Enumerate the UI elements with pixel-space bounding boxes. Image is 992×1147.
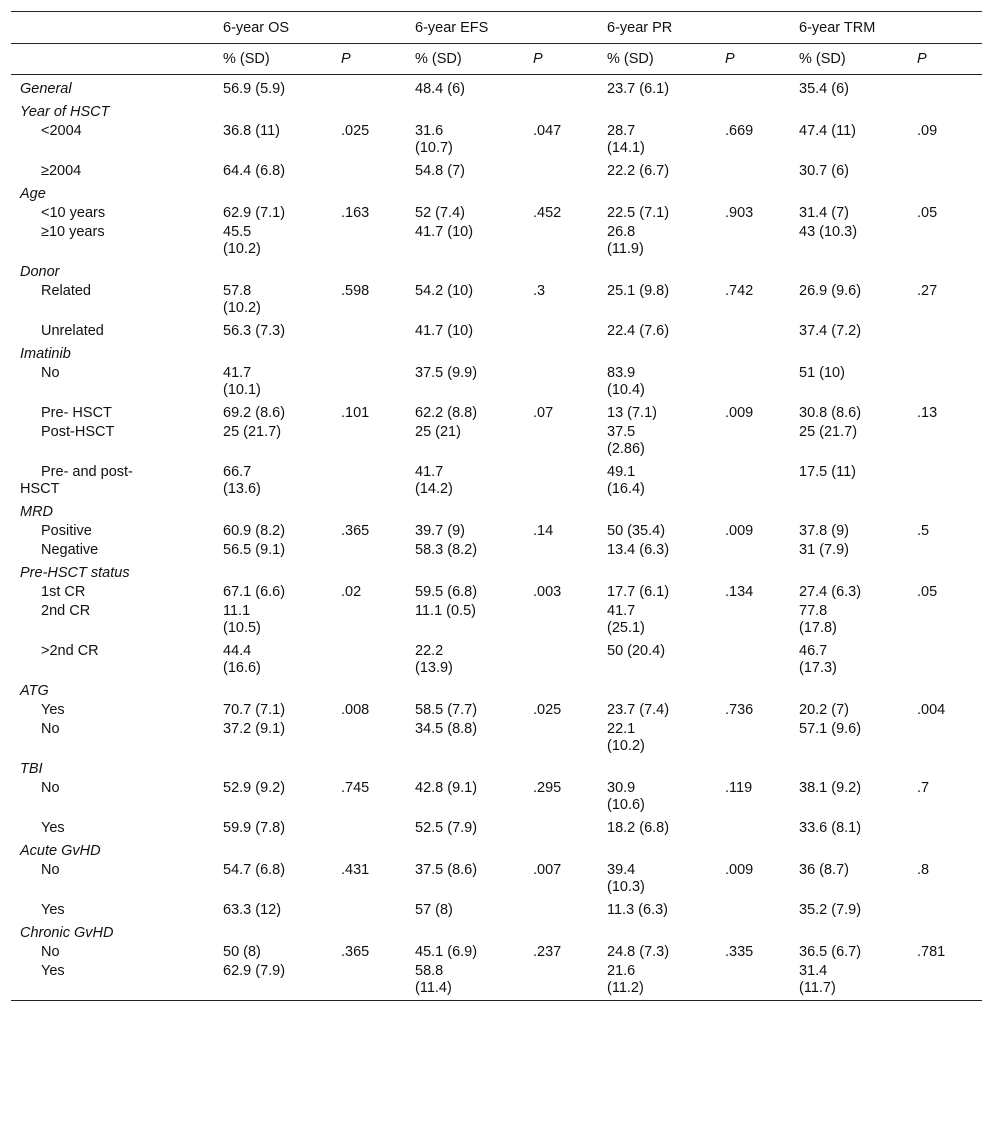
- table-row: [11, 701, 982, 720]
- table-row: [11, 583, 982, 602]
- section-label: MRD: [20, 504, 54, 520]
- table-row: [11, 400, 982, 423]
- subheader-trm-p: P: [908, 44, 982, 75]
- cell-trm-p: [908, 638, 982, 678]
- cell-pr-value: 13 (7.1): [607, 405, 657, 421]
- row-label: 2nd CR: [41, 603, 91, 619]
- cell-trm-p: [908, 720, 982, 756]
- section-label: Pre-HSCT status: [20, 565, 130, 581]
- cell-pr-p: .119: [725, 780, 753, 796]
- row-label: Post-HSCT: [41, 424, 115, 440]
- cell-trm-p: [908, 158, 982, 181]
- cell-trm-p: [908, 962, 982, 1001]
- cell-os-value: 37.2 (9.1): [223, 721, 286, 737]
- cell-pr-p: [716, 541, 790, 560]
- header-corner-cell: [11, 12, 214, 44]
- cell-os-value: 67.1 (6.6): [223, 584, 286, 600]
- cell-os-value: 25 (21.7): [223, 424, 282, 440]
- cell-os-p: .365: [341, 944, 370, 960]
- cell-efs-p: [524, 223, 598, 259]
- cell-efs-value: 57 (8): [415, 902, 453, 918]
- cell-efs-value: 52 (7.4): [415, 205, 465, 221]
- cell-pr-value: 41.7 (25.1): [607, 603, 645, 636]
- cell-efs-p: .452: [533, 205, 562, 221]
- cell-pr-value: 83.9 (10.4): [607, 365, 645, 398]
- table-section-row: [11, 560, 982, 583]
- cell-pr-value: 37.5 (2.86): [607, 424, 645, 457]
- cell-os-p: [332, 815, 406, 838]
- cell-trm-value: 57.1 (9.6): [799, 721, 862, 737]
- section-label: TBI: [20, 761, 43, 777]
- cell-os-value: 63.3 (12): [223, 902, 282, 918]
- table-section-row: [11, 678, 982, 701]
- cell-trm-value: 33.6 (8.1): [799, 820, 862, 836]
- table-row: [11, 861, 982, 897]
- cell-pr-value: 25.1 (9.8): [607, 283, 670, 299]
- table-row: [11, 364, 982, 400]
- cell-os-value: 41.7 (10.1): [223, 365, 261, 398]
- section-label: ATG: [20, 683, 49, 699]
- row-label: ≥10 years: [41, 224, 105, 240]
- cell-trm-p: .004: [917, 702, 946, 718]
- cell-trm-p: .13: [917, 405, 938, 421]
- section-label: Donor: [20, 264, 60, 280]
- row-label: General: [20, 81, 72, 97]
- cell-os-value: 45.5 (10.2): [223, 224, 261, 257]
- cell-os-value: 52.9 (9.2): [223, 780, 286, 796]
- cell-pr-p: .335: [725, 944, 754, 960]
- cell-os-value: 56.9 (5.9): [223, 81, 286, 97]
- cell-pr-value: 22.2 (6.7): [607, 163, 670, 179]
- cell-trm-value: 30.7 (6): [799, 163, 849, 179]
- table-row: [11, 204, 982, 223]
- table-header: [11, 12, 982, 75]
- cell-trm-value: 38.1 (9.2): [799, 780, 862, 796]
- cell-os-value: 66.7 (13.6): [223, 464, 261, 497]
- survival-outcomes-table: [11, 11, 982, 1001]
- cell-pr-p: .736: [725, 702, 754, 718]
- cell-os-value: 57.8 (10.2): [223, 283, 261, 316]
- row-label: Yes: [41, 902, 65, 918]
- header-pr: 6-year PR: [598, 12, 790, 44]
- cell-os-value: 70.7 (7.1): [223, 702, 286, 718]
- cell-trm-value: 36.5 (6.7): [799, 944, 862, 960]
- cell-os-p: [332, 318, 406, 341]
- cell-os-p: [332, 897, 406, 920]
- cell-trm-value: 37.8 (9): [799, 523, 849, 539]
- table-section-row: [11, 99, 982, 122]
- subheader-pr-value: % (SD): [598, 44, 716, 75]
- row-label: 1st CR: [41, 584, 86, 600]
- cell-efs-value: 34.5 (8.8): [415, 721, 478, 737]
- row-label: No: [41, 721, 60, 737]
- cell-efs-p: .237: [533, 944, 562, 960]
- cell-os-p: .02: [341, 584, 362, 600]
- section-label: Imatinib: [20, 346, 71, 362]
- cell-os-p: .101: [341, 405, 370, 421]
- cell-trm-p: [908, 223, 982, 259]
- cell-pr-value: 28.7 (14.1): [607, 123, 645, 156]
- table-section-row: [11, 259, 982, 282]
- cell-trm-value: 35.2 (7.9): [799, 902, 862, 918]
- cell-pr-value: 26.8 (11.9): [607, 224, 644, 257]
- cell-trm-value: 31 (7.9): [799, 542, 849, 558]
- cell-pr-p: [716, 897, 790, 920]
- table-row: [11, 602, 982, 638]
- cell-pr-p: [716, 602, 790, 638]
- cell-trm-value: 27.4 (6.3): [799, 584, 862, 600]
- row-label: No: [41, 780, 60, 796]
- table-row: [11, 223, 982, 259]
- table-row: [11, 282, 982, 318]
- cell-os-value: 62.9 (7.9): [214, 962, 332, 1001]
- cell-pr-p: [716, 75, 790, 100]
- cell-trm-p: [908, 459, 982, 499]
- cell-trm-p: [908, 318, 982, 341]
- cell-pr-p: .009: [725, 862, 754, 878]
- table-row: [11, 318, 982, 341]
- row-label: No: [41, 862, 60, 878]
- cell-efs-value: 54.8 (7): [415, 163, 465, 179]
- cell-efs-value: 22.2 (13.9): [415, 643, 453, 676]
- cell-trm-value: 31.4 (7): [799, 205, 849, 221]
- cell-pr-p: [716, 364, 790, 400]
- cell-pr-value: 24.8 (7.3): [607, 944, 670, 960]
- cell-trm-p: .05: [917, 205, 938, 221]
- cell-efs-p: [524, 423, 598, 459]
- row-label: Negative: [41, 542, 99, 558]
- cell-efs-value: 58.3 (8.2): [415, 542, 478, 558]
- cell-pr-value: 23.7 (7.4): [607, 702, 670, 718]
- cell-os-p: .025: [341, 123, 370, 139]
- cell-os-value: 11.1 (10.5): [223, 603, 261, 636]
- cell-trm-value: 26.9 (9.6): [799, 283, 862, 299]
- row-label: No: [41, 944, 60, 960]
- cell-os-p: .163: [341, 205, 370, 221]
- cell-os-p: [332, 75, 406, 100]
- cell-efs-value: 37.5 (8.6): [415, 862, 478, 878]
- table-row: [11, 638, 982, 678]
- section-label: Year of HSCT: [20, 104, 110, 120]
- cell-pr-p: [716, 423, 790, 459]
- cell-trm-value: 35.4 (6): [799, 81, 849, 97]
- cell-pr-value: 30.9 (10.6): [607, 780, 645, 813]
- cell-trm-p: [908, 75, 982, 100]
- cell-os-value: 69.2 (8.6): [223, 405, 286, 421]
- row-label: Related: [41, 283, 91, 299]
- table-row: [11, 459, 982, 499]
- cell-trm-p: .7: [917, 780, 930, 796]
- cell-trm-p: [908, 364, 982, 400]
- table-row: [11, 897, 982, 920]
- cell-trm-value: 31.4 (11.7): [790, 962, 908, 1001]
- cell-pr-value: 22.4 (7.6): [607, 323, 670, 339]
- cell-trm-p: [908, 815, 982, 838]
- cell-efs-p: .025: [533, 702, 562, 718]
- cell-pr-value: 17.7 (6.1): [607, 584, 670, 600]
- cell-pr-value: 13.4 (6.3): [607, 542, 670, 558]
- cell-os-p: [332, 459, 406, 499]
- cell-efs-value: 59.5 (6.8): [415, 584, 478, 600]
- cell-os-p: .598: [341, 283, 370, 299]
- cell-os-p: [332, 638, 406, 678]
- cell-trm-value: 25 (21.7): [799, 424, 858, 440]
- cell-trm-value: 30.8 (8.6): [799, 405, 862, 421]
- row-label: Unrelated: [41, 323, 104, 339]
- cell-pr-p: [716, 815, 790, 838]
- subheader-efs-p: P: [524, 44, 598, 75]
- cell-trm-p: .781: [917, 944, 946, 960]
- cell-efs-p: .3: [533, 283, 546, 299]
- cell-trm-p: [908, 541, 982, 560]
- cell-efs-value: 31.6 (10.7): [415, 123, 453, 156]
- cell-pr-p: [716, 962, 790, 1001]
- table-section-row: [11, 756, 982, 779]
- cell-os-p: [332, 541, 406, 560]
- table-row: [11, 962, 982, 1001]
- cell-efs-p: [524, 541, 598, 560]
- cell-os-p: [332, 962, 406, 1001]
- cell-pr-p: .134: [725, 584, 754, 600]
- cell-trm-p: .27: [917, 283, 938, 299]
- cell-os-value: 56.3 (7.3): [223, 323, 286, 339]
- row-label: Yes: [41, 702, 65, 718]
- section-label: Acute GvHD: [20, 843, 101, 859]
- cell-efs-value: 42.8 (9.1): [415, 780, 478, 796]
- cell-efs-p: [524, 75, 598, 100]
- cell-os-p: [332, 423, 406, 459]
- cell-pr-p: .742: [725, 283, 754, 299]
- cell-pr-value: 23.7 (6.1): [607, 81, 670, 97]
- cell-pr-p: .903: [725, 205, 754, 221]
- cell-efs-value: 41.7 (10): [415, 224, 474, 240]
- cell-os-value: 36.8 (11): [223, 123, 280, 139]
- cell-os-value: 50 (8): [223, 944, 261, 960]
- cell-efs-p: .295: [533, 780, 562, 796]
- cell-os-p: .431: [341, 862, 370, 878]
- cell-efs-value: 25 (21): [415, 424, 461, 440]
- cell-efs-p: .047: [533, 123, 562, 139]
- cell-trm-value: 77.8 (17.8): [799, 603, 837, 636]
- cell-efs-value: 54.2 (10): [415, 283, 474, 299]
- cell-efs-p: .07: [533, 405, 554, 421]
- cell-efs-p: [524, 638, 598, 678]
- table-section-row: [11, 341, 982, 364]
- row-label: Yes: [11, 962, 214, 1001]
- cell-efs-value: 39.7 (9): [415, 523, 465, 539]
- cell-os-value: 54.7 (6.8): [223, 862, 286, 878]
- cell-pr-p: .669: [725, 123, 754, 139]
- cell-pr-value: 39.4 (10.3): [607, 862, 645, 895]
- table-section-row: [11, 838, 982, 861]
- table-section-row: [11, 181, 982, 204]
- cell-trm-value: 20.2 (7): [799, 702, 849, 718]
- row-label: <10 years: [41, 205, 106, 221]
- row-label: Positive: [41, 523, 92, 539]
- table-row: [11, 75, 982, 100]
- cell-os-p: [332, 602, 406, 638]
- cell-pr-p: .009: [725, 405, 754, 421]
- cell-trm-value: 43 (10.3): [799, 224, 858, 240]
- header-trm: 6-year TRM: [790, 12, 982, 44]
- cell-trm-p: [908, 423, 982, 459]
- cell-os-value: 59.9 (7.8): [223, 820, 286, 836]
- cell-efs-p: [524, 815, 598, 838]
- cell-trm-p: [908, 897, 982, 920]
- cell-os-p: .008: [341, 702, 370, 718]
- subheader-os-value: % (SD): [214, 44, 332, 75]
- table-row: [11, 522, 982, 541]
- cell-efs-value: 37.5 (9.9): [415, 365, 478, 381]
- cell-pr-p: [716, 720, 790, 756]
- cell-pr-value: 11.3 (6.3): [607, 902, 668, 918]
- cell-os-p: [332, 720, 406, 756]
- row-label: <2004: [41, 123, 82, 139]
- results-table-container: [11, 11, 979, 1001]
- row-label: Pre- HSCT: [41, 405, 112, 421]
- cell-efs-p: [524, 459, 598, 499]
- cell-trm-value: 46.7 (17.3): [799, 643, 837, 676]
- cell-os-p: [332, 364, 406, 400]
- cell-efs-value: 58.8 (11.4): [406, 962, 524, 1001]
- cell-efs-p: [524, 318, 598, 341]
- cell-pr-value: 49.1 (16.4): [607, 464, 645, 497]
- cell-efs-p: .003: [533, 584, 562, 600]
- cell-efs-p: [524, 720, 598, 756]
- header-label-cell: [11, 44, 214, 75]
- cell-pr-value: 50 (20.4): [607, 643, 666, 659]
- cell-os-p: .745: [341, 780, 370, 796]
- table-row: [11, 122, 982, 158]
- cell-os-value: 44.4 (16.6): [223, 643, 261, 676]
- cell-efs-value: 45.1 (6.9): [415, 944, 478, 960]
- cell-trm-value: 51 (10): [799, 365, 845, 381]
- cell-trm-value: 36 (8.7): [799, 862, 849, 878]
- cell-trm-value: 47.4 (11): [799, 123, 856, 139]
- subheader-pr-p: P: [716, 44, 790, 75]
- cell-pr-value: 18.2 (6.8): [607, 820, 670, 836]
- table-row: [11, 541, 982, 560]
- cell-trm-p: .05: [917, 584, 938, 600]
- cell-efs-p: .14: [533, 523, 554, 539]
- cell-efs-p: [524, 897, 598, 920]
- subheader-os-p: P: [332, 44, 406, 75]
- cell-trm-p: [908, 602, 982, 638]
- table-row: [11, 720, 982, 756]
- cell-efs-p: .007: [533, 862, 562, 878]
- cell-os-value: 56.5 (9.1): [223, 542, 286, 558]
- row-label: Pre- and post- HSCT: [20, 464, 133, 497]
- cell-efs-p: [524, 158, 598, 181]
- section-label: Age: [20, 186, 46, 202]
- cell-trm-p: .8: [917, 862, 930, 878]
- table-row: [11, 423, 982, 459]
- row-label: No: [41, 365, 60, 381]
- cell-trm-value: 37.4 (7.2): [799, 323, 862, 339]
- cell-os-value: 64.4 (6.8): [223, 163, 286, 179]
- cell-efs-p: [524, 602, 598, 638]
- header-os: 6-year OS: [214, 12, 406, 44]
- table-row: [11, 158, 982, 181]
- subheader-trm-value: % (SD): [790, 44, 908, 75]
- cell-pr-value: 50 (35.4): [607, 523, 666, 539]
- table-body: [11, 75, 982, 1001]
- cell-pr-value: 22.1 (10.2): [607, 721, 645, 754]
- subheader-efs-value: % (SD): [406, 44, 524, 75]
- table-row: [11, 779, 982, 815]
- section-label: Chronic GvHD: [20, 925, 114, 941]
- row-label: ≥2004: [41, 163, 82, 179]
- table-section-row: [11, 920, 982, 943]
- cell-pr-value: 22.5 (7.1): [607, 205, 670, 221]
- cell-os-p: [332, 223, 406, 259]
- row-label: Yes: [41, 820, 65, 836]
- cell-trm-value: 17.5 (11): [799, 464, 856, 480]
- cell-os-p: [332, 158, 406, 181]
- cell-os-value: 60.9 (8.2): [223, 523, 286, 539]
- cell-efs-p: [524, 962, 598, 1001]
- table-section-row: [11, 499, 982, 522]
- cell-efs-p: [524, 364, 598, 400]
- table-row: [11, 815, 982, 838]
- row-label: >2nd CR: [41, 643, 99, 659]
- cell-pr-p: [716, 459, 790, 499]
- cell-pr-p: [716, 223, 790, 259]
- cell-efs-value: 52.5 (7.9): [415, 820, 478, 836]
- cell-efs-value: 48.4 (6): [415, 81, 465, 97]
- cell-trm-p: .09: [917, 123, 938, 139]
- header-efs: 6-year EFS: [406, 12, 598, 44]
- cell-os-value: 62.9 (7.1): [223, 205, 286, 221]
- cell-efs-value: 58.5 (7.7): [415, 702, 478, 718]
- cell-pr-p: .009: [725, 523, 754, 539]
- cell-trm-p: .5: [917, 523, 930, 539]
- cell-os-p: .365: [341, 523, 370, 539]
- cell-pr-p: [716, 318, 790, 341]
- cell-pr-p: [716, 638, 790, 678]
- table-row: [11, 943, 982, 962]
- cell-efs-value: 41.7 (10): [415, 323, 474, 339]
- cell-pr-value: 21.6 (11.2): [598, 962, 716, 1001]
- cell-efs-value: 62.2 (8.8): [415, 405, 478, 421]
- cell-efs-value: 11.1 (0.5): [415, 603, 476, 619]
- cell-pr-p: [716, 158, 790, 181]
- cell-efs-value: 41.7 (14.2): [415, 464, 453, 497]
